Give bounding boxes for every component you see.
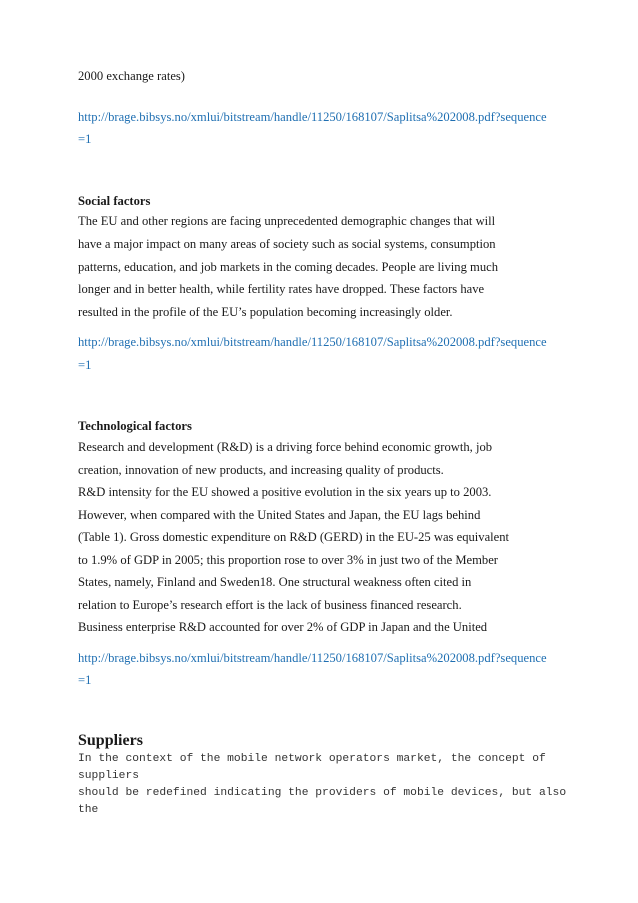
- social-line: resulted in the profile of the EU’s population becoming increasingly older.: [78, 305, 453, 319]
- reference-link-3-tail[interactable]: =1: [78, 673, 92, 687]
- suppliers-line: the: [78, 804, 99, 816]
- tech-line: creation, innovation of new products, and increasing quality of products.: [78, 463, 444, 477]
- suppliers-line: should be redefined indicating the providers of mobile devices, but also: [78, 787, 567, 799]
- suppliers-line: In the context of the mobile network operators market, the concept of: [78, 753, 546, 765]
- tech-line: to 1.9% of GDP in 2005; this proportion rose to over 3% in just two of the Member: [78, 553, 498, 567]
- tech-line: States, namely, Finland and Sweden18. One structural weakness often cited in: [78, 575, 472, 589]
- technological-factors-heading: Technological factors: [78, 419, 192, 433]
- tech-line: R&D intensity for the EU showed a positive evolution in the six years up to 2003.: [78, 485, 492, 499]
- tech-line: (Table 1). Gross domestic expenditure on R&D (GERD) in the EU-25 was equivalent: [78, 530, 510, 544]
- continuation-line: 2000 exchange rates): [78, 69, 185, 83]
- reference-link-1[interactable]: http://brage.bibsys.no/xmlui/bitstream/handle/11250/168107/Saplitsa%202008.pdf?sequence: [78, 110, 547, 124]
- reference-link-2-tail[interactable]: =1: [78, 358, 92, 372]
- social-line: The EU and other regions are facing unprecedented demographic changes that will: [78, 214, 496, 228]
- suppliers-heading: Suppliers: [78, 732, 143, 749]
- suppliers-line: suppliers: [78, 770, 140, 782]
- social-factors-heading: Social factors: [78, 194, 151, 208]
- social-line: longer and in better health, while fertility rates have dropped. These factors have: [78, 282, 485, 296]
- reference-link-1-tail[interactable]: =1: [78, 132, 92, 146]
- social-line: patterns, education, and job markets in the coming decades. People are living much: [78, 260, 499, 274]
- social-line: have a major impact on many areas of society such as social systems, consumption: [78, 237, 496, 251]
- tech-line: However, when compared with the United States and Japan, the EU lags behind: [78, 508, 481, 522]
- reference-link-2[interactable]: http://brage.bibsys.no/xmlui/bitstream/handle/11250/168107/Saplitsa%202008.pdf?sequence: [78, 335, 547, 349]
- tech-line: relation to Europe’s research effort is the lack of business financed research.: [78, 598, 462, 612]
- tech-line: Business enterprise R&D accounted for over 2% of GDP in Japan and the United: [78, 620, 488, 634]
- tech-line: Research and development (R&D) is a driving force behind economic growth, job: [78, 440, 493, 454]
- reference-link-3[interactable]: http://brage.bibsys.no/xmlui/bitstream/handle/11250/168107/Saplitsa%202008.pdf?sequence: [78, 651, 547, 665]
